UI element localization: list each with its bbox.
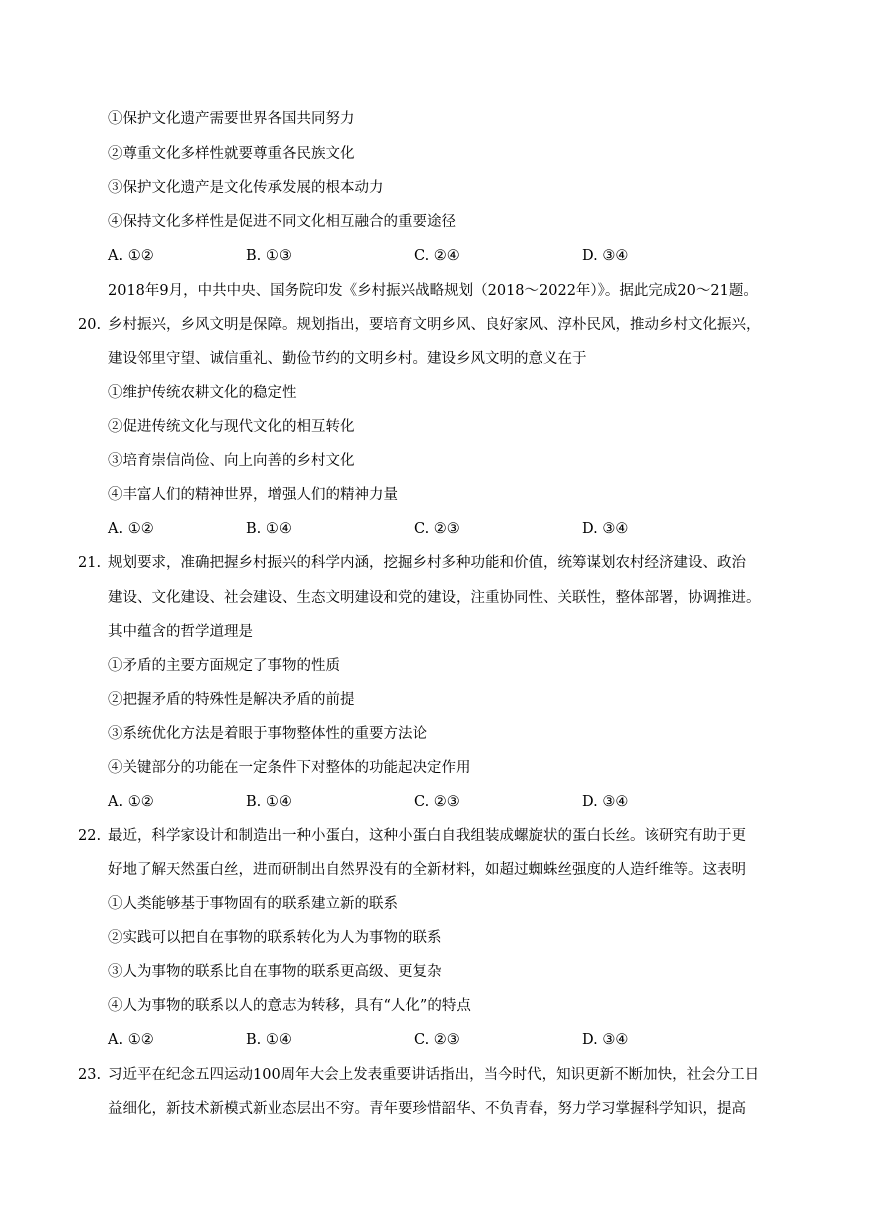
q21-stem-2: 建设、文化建设、社会建设、生态文明建设和党的建设，注重协同性、关联性，整体部署，协调推进。 (108, 590, 761, 606)
q20-item-4: ④丰富人们的精神世界，增强人们的精神力量 (108, 487, 398, 503)
q22-item-2: ②实践可以把自在事物的联系转化为人为事物的联系 (108, 930, 442, 946)
q19-item-2: ②尊重文化多样性就要尊重各民族文化 (108, 146, 355, 162)
q22-item-3: ③人为事物的联系比自在事物的联系更高级、更复杂 (108, 964, 442, 980)
q21-option-a: A. ①② (108, 794, 154, 810)
q20-option-d: D. ③④ (582, 521, 629, 537)
q21-item-2: ②把握矛盾的特殊性是解决矛盾的前提 (108, 692, 355, 708)
q20-option-c: C. ②③ (414, 521, 460, 537)
q21-item-4: ④关键部分的功能在一定条件下对整体的功能起决定作用 (108, 760, 471, 776)
q19-option-a: A. ①② (108, 248, 154, 264)
q22-stem-1: 最近，科学家设计和制造出一种小蛋白，这种小蛋白自我组装成螺旋状的蛋白长丝。该研究有助于更 (108, 828, 746, 844)
q19-item-4: ④保持文化多样性是促进不同文化相互融合的重要途径 (108, 214, 456, 230)
q22-option-a: A. ①② (108, 1032, 154, 1048)
q20-option-b: B. ①④ (246, 521, 292, 537)
q19-option-c: C. ②④ (414, 248, 460, 264)
q22-item-1: ①人类能够基于事物固有的联系建立新的联系 (108, 896, 398, 912)
q21-option-d: D. ③④ (582, 794, 629, 810)
q19-item-1: ①保护文化遗产需要世界各国共同努力 (108, 111, 355, 127)
q20-item-2: ②促进传统文化与现代文化的相互转化 (108, 419, 355, 435)
q19-option-b: B. ①③ (246, 248, 292, 264)
q20-option-a: A. ①② (108, 521, 154, 537)
q21-number: 21. (78, 555, 102, 571)
q21-item-1: ①矛盾的主要方面规定了事物的性质 (108, 658, 340, 674)
q22-option-c: C. ②③ (414, 1032, 460, 1048)
q20-item-3: ③培育崇信尚俭、向上向善的乡村文化 (108, 453, 355, 469)
q19-item-3: ③保护文化遗产是文化传承发展的根本动力 (108, 180, 384, 196)
q22-stem-2: 好地了解天然蛋白丝，进而研制出自然界没有的全新材料，如超过蜘蛛丝强度的人造纤维等。这表明 (108, 862, 746, 878)
q19-option-d: D. ③④ (582, 248, 629, 264)
q22-option-b: B. ①④ (246, 1032, 292, 1048)
q22-option-d: D. ③④ (582, 1032, 629, 1048)
q21-stem-3: 其中蕴含的哲学道理是 (108, 624, 253, 640)
q22-number: 22. (78, 828, 102, 844)
q23-number: 23. (78, 1067, 102, 1083)
section-intro: 2018年9月，中共中央、国务院印发《乡村振兴战略规划（2018～2022年）》。据此完成20～21题。 (108, 283, 758, 299)
q22-item-4: ④人为事物的联系以人的意志为转移，具有“人化”的特点 (108, 998, 471, 1014)
q20-item-1: ①维护传统农耕文化的稳定性 (108, 385, 297, 401)
q20-number: 20. (78, 317, 102, 333)
q23-stem-2: 益细化，新技术新模式新业态层出不穷。青年要珍惜韶华、不负青春，努力学习掌握科学知识，提高 (108, 1101, 746, 1117)
q21-item-3: ③系统优化方法是着眼于事物整体性的重要方法论 (108, 726, 427, 742)
q20-stem-2: 建设邻里守望、诚信重礼、勤俭节约的文明乡村。建设乡风文明的意义在于 (108, 351, 587, 367)
q21-option-b: B. ①④ (246, 794, 292, 810)
q21-stem-1: 规划要求，准确把握乡村振兴的科学内涵，挖掘乡村多种功能和价值，统筹谋划农村经济建设、政治 (108, 555, 746, 571)
q21-option-c: C. ②③ (414, 794, 460, 810)
q20-stem-1: 乡村振兴，乡风文明是保障。规划指出，要培育文明乡风、良好家风、淳朴民风，推动乡村文化振兴， (108, 317, 761, 333)
q23-stem-1: 习近平在纪念五四运动100周年大会上发表重要讲话指出，当今时代，知识更新不断加快，社会分工日 (108, 1067, 760, 1083)
